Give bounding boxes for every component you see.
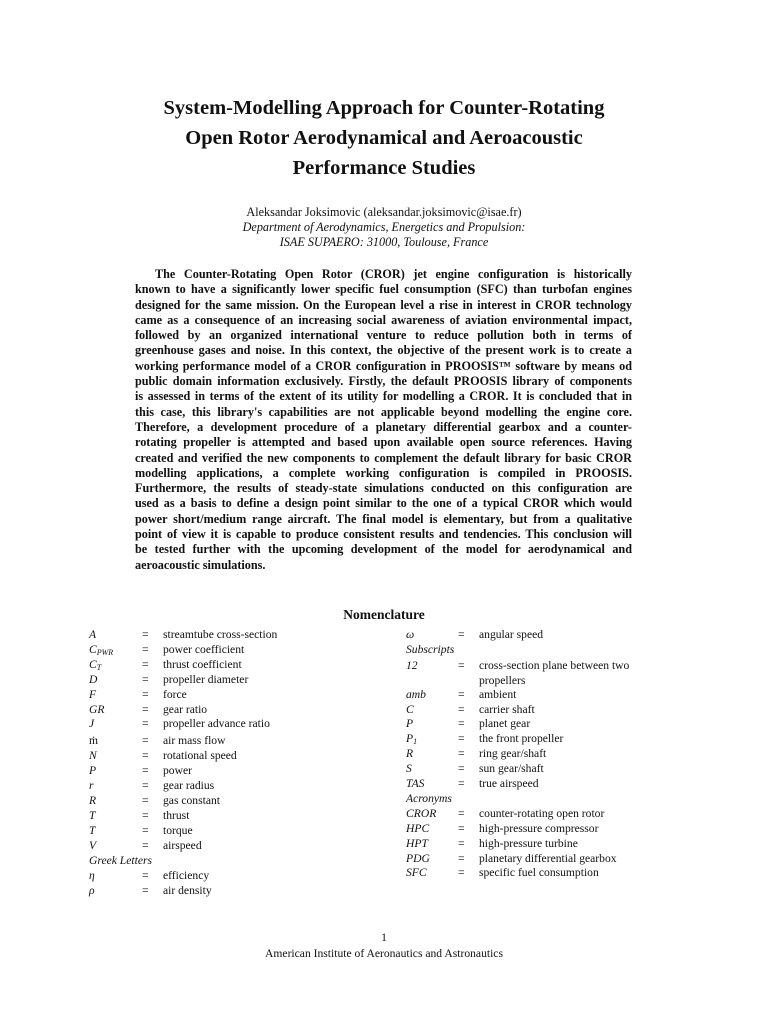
nomenclature-definition: air density: [163, 883, 212, 897]
nomenclature-row: [406, 703, 668, 718]
abstract-line: Furthermore, the results of steady-state simulations conducted on this configuration are: [135, 481, 632, 496]
nomenclature-row: [406, 658, 668, 688]
equals-sign: =: [458, 762, 465, 776]
nomenclature-symbol: r: [89, 779, 94, 793]
nomenclature-definition: ambient: [479, 687, 517, 701]
footer-organization: American Institute of Aeronautics and Astronautics: [265, 947, 503, 960]
nomenclature-symbol: V: [89, 838, 97, 852]
equals-sign: =: [458, 732, 465, 746]
nomenclature-row: [406, 747, 668, 762]
abstract-line: greenhouse gases and noise. In this context, the objective of the present work is to create a: [135, 343, 632, 358]
affiliation-line: Department of Aerodynamics, Energetics and Propulsion:: [242, 220, 526, 234]
equals-sign: =: [458, 806, 465, 820]
equals-sign: =: [142, 734, 149, 748]
nomenclature-row: [89, 688, 349, 703]
nomenclature-title: Nomenclature: [343, 607, 425, 622]
nomenclature-definition: gear radius: [163, 779, 215, 793]
equals-sign: =: [142, 764, 149, 778]
nomenclature-definition: air mass flow: [163, 734, 226, 748]
nomenclature-symbol: ω: [406, 628, 415, 641]
nomenclature-definition: efficiency: [163, 868, 210, 882]
nomenclature-symbol: T: [89, 823, 96, 837]
nomenclature-symbol: N: [89, 749, 97, 763]
equals-sign: =: [142, 808, 149, 822]
nomenclature-symbol: A: [89, 628, 97, 641]
abstract-line: power short/medium range aircraft. The final model is elementary, but from a qualitative: [135, 511, 632, 526]
nomenclature-definition: sun gear/shaft: [479, 762, 544, 776]
nomenclature-definition: planetary differential gearbox: [479, 851, 617, 865]
nomenclature-symbol: HPT: [406, 836, 428, 850]
nomenclature-definition: power: [163, 764, 192, 778]
nomenclature-definition: counter-rotating open rotor: [479, 806, 605, 820]
nomenclature-definition: torque: [163, 823, 193, 837]
nomenclature-definition: angular speed: [479, 628, 544, 641]
nomenclature-definition: propeller advance ratio: [163, 717, 270, 731]
equals-sign: =: [458, 851, 465, 865]
page-footer: [0, 930, 768, 962]
nomenclature-row: [89, 643, 349, 658]
symbol-subscript: PWR: [96, 647, 114, 657]
page-number: 1: [381, 931, 387, 944]
nomenclature-definition: gear ratio: [163, 702, 208, 716]
nomenclature-definition: the front propeller: [479, 732, 564, 746]
nomenclature-definition: ring gear/shaft: [479, 747, 547, 761]
nomenclature-row: [406, 822, 668, 837]
equals-sign: =: [142, 883, 149, 897]
abstract-line: this case, this library's capabilities are not applicable beyond modelling the engine core.: [135, 404, 632, 419]
nomenclature-symbol: 12: [406, 658, 418, 672]
equals-sign: =: [142, 717, 149, 731]
nomenclature-definition: carrier shaft: [479, 702, 535, 716]
nomenclature-right-column: [406, 628, 668, 881]
nomenclature-symbol: $C_{PWR}$: [89, 642, 114, 657]
nomenclature-symbol: SFC: [406, 866, 427, 880]
nomenclature-definition: cross-section plane between two propellers: [479, 658, 630, 687]
nomenclature-row: [89, 673, 349, 688]
nomenclature-row: [406, 628, 668, 643]
nomenclature-definition: streamtube cross-section: [163, 628, 278, 641]
nomenclature-definition: high-pressure turbine: [479, 836, 578, 850]
equals-sign: =: [458, 628, 465, 641]
equals-sign: =: [458, 747, 465, 761]
nomenclature-row: [406, 732, 668, 747]
nomenclature-definition: power coefficient: [163, 642, 245, 656]
equals-sign: =: [458, 777, 465, 791]
nomenclature-definition: high-pressure compressor: [479, 821, 599, 835]
symbol-subscript: 1: [413, 737, 418, 747]
author-name: Aleksandar Joksimovic (aleksandar.joksimovic@isae.fr): [246, 205, 522, 219]
equals-sign: =: [458, 702, 465, 716]
abstract-line: known to have a significantly lower specific fuel consumption (SFC) than turbofan engines: [135, 282, 632, 297]
nomenclature-row: [89, 749, 349, 764]
nomenclature-definition: specific fuel consumption: [479, 866, 599, 880]
nomenclature-definition: rotational speed: [163, 749, 237, 763]
equals-sign: =: [142, 749, 149, 763]
acronyms-heading: Acronyms: [406, 791, 452, 805]
nomenclature-symbol: R: [89, 794, 97, 808]
nomenclature-symbol: ρ: [89, 883, 95, 897]
nomenclature-symbol: η: [89, 868, 95, 882]
equals-sign: =: [142, 702, 149, 716]
nomenclature-left-column: [89, 628, 349, 898]
author-block: [80, 205, 688, 250]
nomenclature-row: [89, 884, 349, 899]
nomenclature-symbol: $P_1$: [406, 732, 418, 747]
title-line: System-Modelling Approach for Counter-Rotating: [163, 97, 605, 119]
nomenclature-symbol: ṁ: [89, 734, 99, 748]
subscripts-heading: Subscripts: [406, 642, 455, 656]
abstract-line: modelling applications, a complete working configuration is compiled in PROOSIS.: [135, 465, 632, 480]
equals-sign: =: [142, 868, 149, 882]
abstract-line: Therefore, a development procedure of a planetary differential gearbox and a counter-: [135, 419, 632, 434]
nomenclature-row: [89, 658, 349, 673]
nomenclature-row: [89, 809, 349, 824]
abstract-line: came as a consequence of an increasing social awareness of aviation environmental impact,: [135, 312, 632, 327]
equals-sign: =: [458, 836, 465, 850]
nomenclature-symbol: D: [89, 672, 98, 686]
abstract-line: is assessed in terms of the extent of its utility for modelling a CROR. It is concluded that in: [135, 389, 632, 404]
abstract-line: aeroacoustic simulations.: [135, 557, 266, 572]
nomenclature-definition: gas constant: [163, 794, 220, 808]
abstract-line: public domain information exclusively. Firstly, the default PROOSIS library of components: [135, 374, 632, 389]
greek-letters-heading: Greek Letters: [89, 853, 152, 867]
paper-title: [80, 93, 688, 183]
equals-sign: =: [142, 642, 149, 656]
nomenclature-definition: airspeed: [163, 838, 202, 852]
abstract-line: rotating propeller is attempted and based upon available open source references. Having: [135, 435, 632, 450]
abstract-line: followed by an organized international venture to reduce pollution both in terms of: [135, 328, 632, 343]
nomenclature-row: [406, 762, 668, 777]
nomenclature-row: [406, 866, 668, 881]
affiliation-line: ISAE SUPAERO: 31000, Toulouse, France: [279, 235, 489, 249]
equals-sign: =: [142, 657, 149, 671]
nomenclature-row: [89, 839, 349, 854]
abstract-line: be tested further with the upcoming development of the model for aerodynamical and: [135, 542, 632, 557]
equals-sign: =: [458, 658, 465, 672]
nomenclature-symbol: S: [406, 762, 412, 776]
equals-sign: =: [142, 628, 149, 641]
nomenclature-row: [406, 807, 668, 822]
nomenclature-symbol: $C_T$: [89, 657, 102, 672]
nomenclature-row: [406, 837, 668, 852]
nomenclature-definition: propeller diameter: [163, 672, 249, 686]
nomenclature-symbol: HPC: [406, 821, 430, 835]
abstract-line: used as a basis to define a design point similar to the one of a typical CROR which would: [135, 496, 632, 511]
equals-sign: =: [458, 717, 465, 731]
equals-sign: =: [458, 687, 465, 701]
nomenclature-definition: force: [163, 687, 187, 701]
nomenclature-row: [89, 794, 349, 809]
nomenclature-row: [89, 628, 349, 643]
nomenclature-definition: planet gear: [479, 717, 531, 731]
abstract-line: working performance model of a CROR configuration in PROOSIS™ software by means od: [135, 358, 632, 373]
nomenclature-row: [406, 688, 668, 703]
abstract-line: The Counter-Rotating Open Rotor (CROR) jet engine configuration is historically: [155, 267, 632, 281]
equals-sign: =: [142, 687, 149, 701]
equals-sign: =: [142, 779, 149, 793]
nomenclature-row: [89, 717, 349, 732]
nomenclature-row: [406, 777, 668, 792]
equals-sign: =: [142, 672, 149, 686]
equals-sign: =: [458, 821, 465, 835]
nomenclature-row: [406, 717, 668, 732]
nomenclature-symbol: J: [89, 717, 95, 731]
title-line: Open Rotor Aerodynamical and Aeroacoustic: [185, 127, 583, 149]
title-line: Performance Studies: [292, 157, 476, 179]
nomenclature-row: [89, 764, 349, 779]
equals-sign: =: [142, 838, 149, 852]
nomenclature-symbol: TAS: [406, 777, 425, 791]
abstract-line: created and verified the new components to complement the default library for basic CROR: [135, 450, 632, 465]
nomenclature-symbol: PDG: [406, 851, 430, 865]
nomenclature-symbol: CROR: [406, 806, 437, 820]
nomenclature-row: [406, 852, 668, 867]
nomenclature-definition: true airspeed: [479, 777, 539, 791]
abstract: [135, 267, 632, 573]
nomenclature-symbol: T: [89, 808, 96, 822]
nomenclature-symbol: GR: [89, 702, 105, 716]
equals-sign: =: [142, 794, 149, 808]
nomenclature-row: [89, 869, 349, 884]
nomenclature-definition: thrust: [163, 808, 190, 822]
abstract-line: designed for the same mission. On the European level a rise in interest in CROR technology: [135, 297, 632, 312]
nomenclature-symbol: amb: [406, 687, 426, 701]
nomenclature-row: [89, 732, 349, 749]
equals-sign: =: [142, 823, 149, 837]
nomenclature-row: [89, 703, 349, 718]
nomenclature-row: [89, 824, 349, 839]
nomenclature-symbol: P: [406, 717, 414, 731]
nomenclature-symbol: P: [89, 764, 97, 778]
nomenclature-definition: thrust coefficient: [163, 657, 242, 671]
symbol-subscript: T: [96, 662, 102, 672]
nomenclature-row: [89, 779, 349, 794]
abstract-line: point of view it is capable to produce consistent results and tendencies. This conclusion will: [135, 527, 632, 542]
nomenclature-symbol: R: [406, 747, 414, 761]
nomenclature-symbol: F: [89, 687, 97, 701]
nomenclature-symbol: C: [406, 702, 414, 716]
equals-sign: =: [458, 866, 465, 880]
